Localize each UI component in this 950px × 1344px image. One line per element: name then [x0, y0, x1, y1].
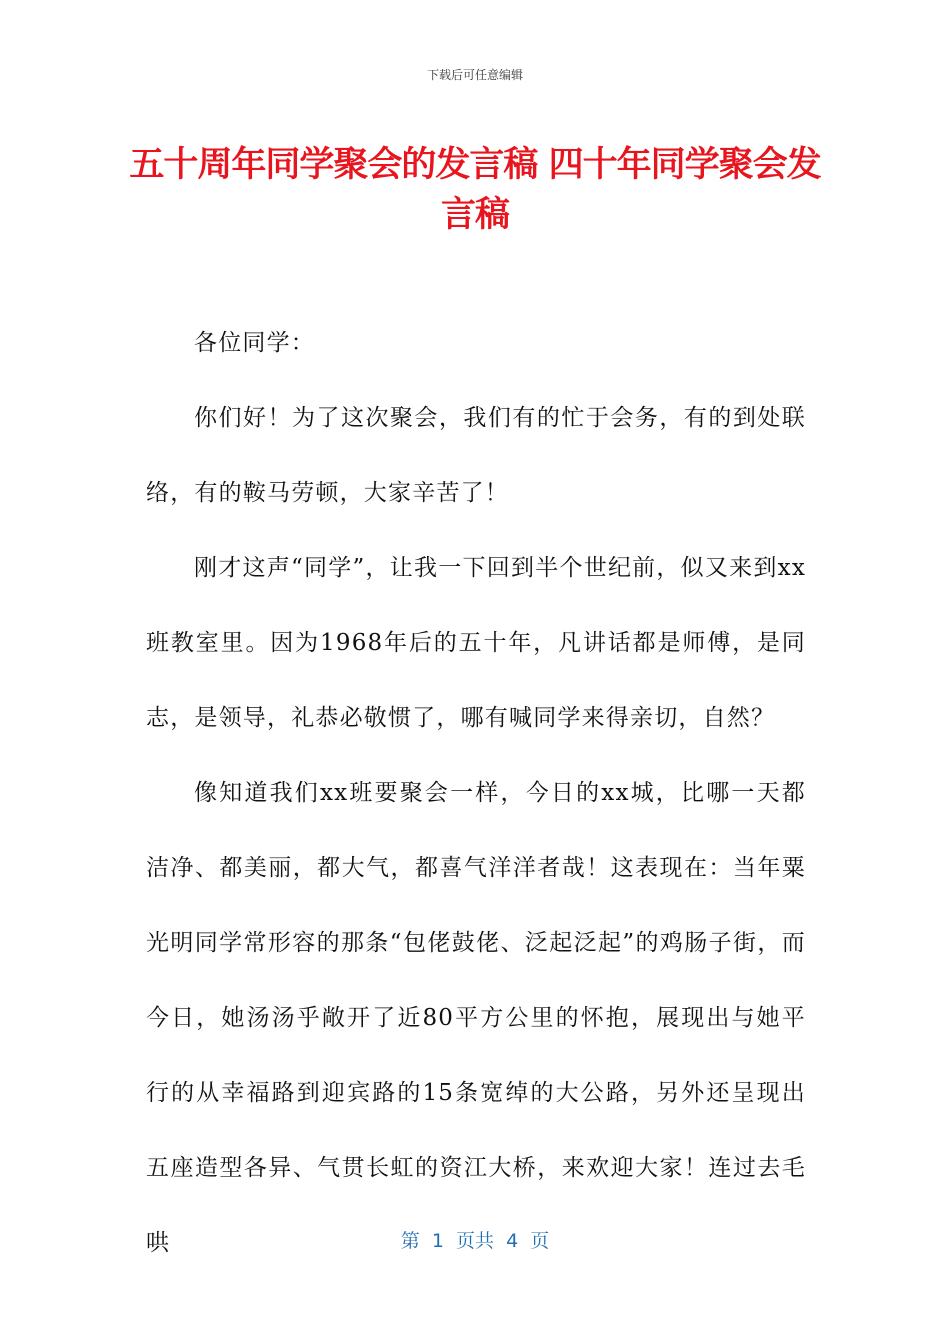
- paragraph-salutation: 各位同学：: [194, 330, 315, 356]
- paragraph-city: 像知道我们xx班要聚会一样，今日的xx城，比哪一天都洁净、都美丽，都大气，都喜气洋洋者哉！这表现在：当年粟光明同学常形容的那条“包佬鼓佬、泛起泛起”的鸡肠子街，而今日，她汤汤乎敞开了近80平方公里的怀抱，展现出与她平行的从幸福路到迎宾路的15条宽绰的大公路，另外还呈现出五座造型各异、气贯长虹的资江大桥，来欢迎大家！连过去毛哄: [146, 780, 806, 1256]
- document-body: [146, 306, 806, 1281]
- header-note: 下载后可任意编辑: [426, 68, 523, 82]
- paragraph-memory: 刚才这声“同学”，让我一下回到半个世纪前，似又来到xx班教室里。因为1968年后的五十年，凡讲话都是师傅，是同志，是领导，礼恭必敬惯了，哪有喊同学来得亲切，自然？: [146, 555, 806, 731]
- page-number-footer: 第 1 页共 4 页: [400, 1230, 550, 1252]
- document-title: 五十周年同学聚会的发言稿 四十年同学聚会发言稿: [129, 145, 821, 235]
- paragraph-greeting: 你们好！为了这次聚会，我们有的忙于会务，有的到处联络，有的鞍马劳顿，大家辛苦了！: [146, 405, 806, 506]
